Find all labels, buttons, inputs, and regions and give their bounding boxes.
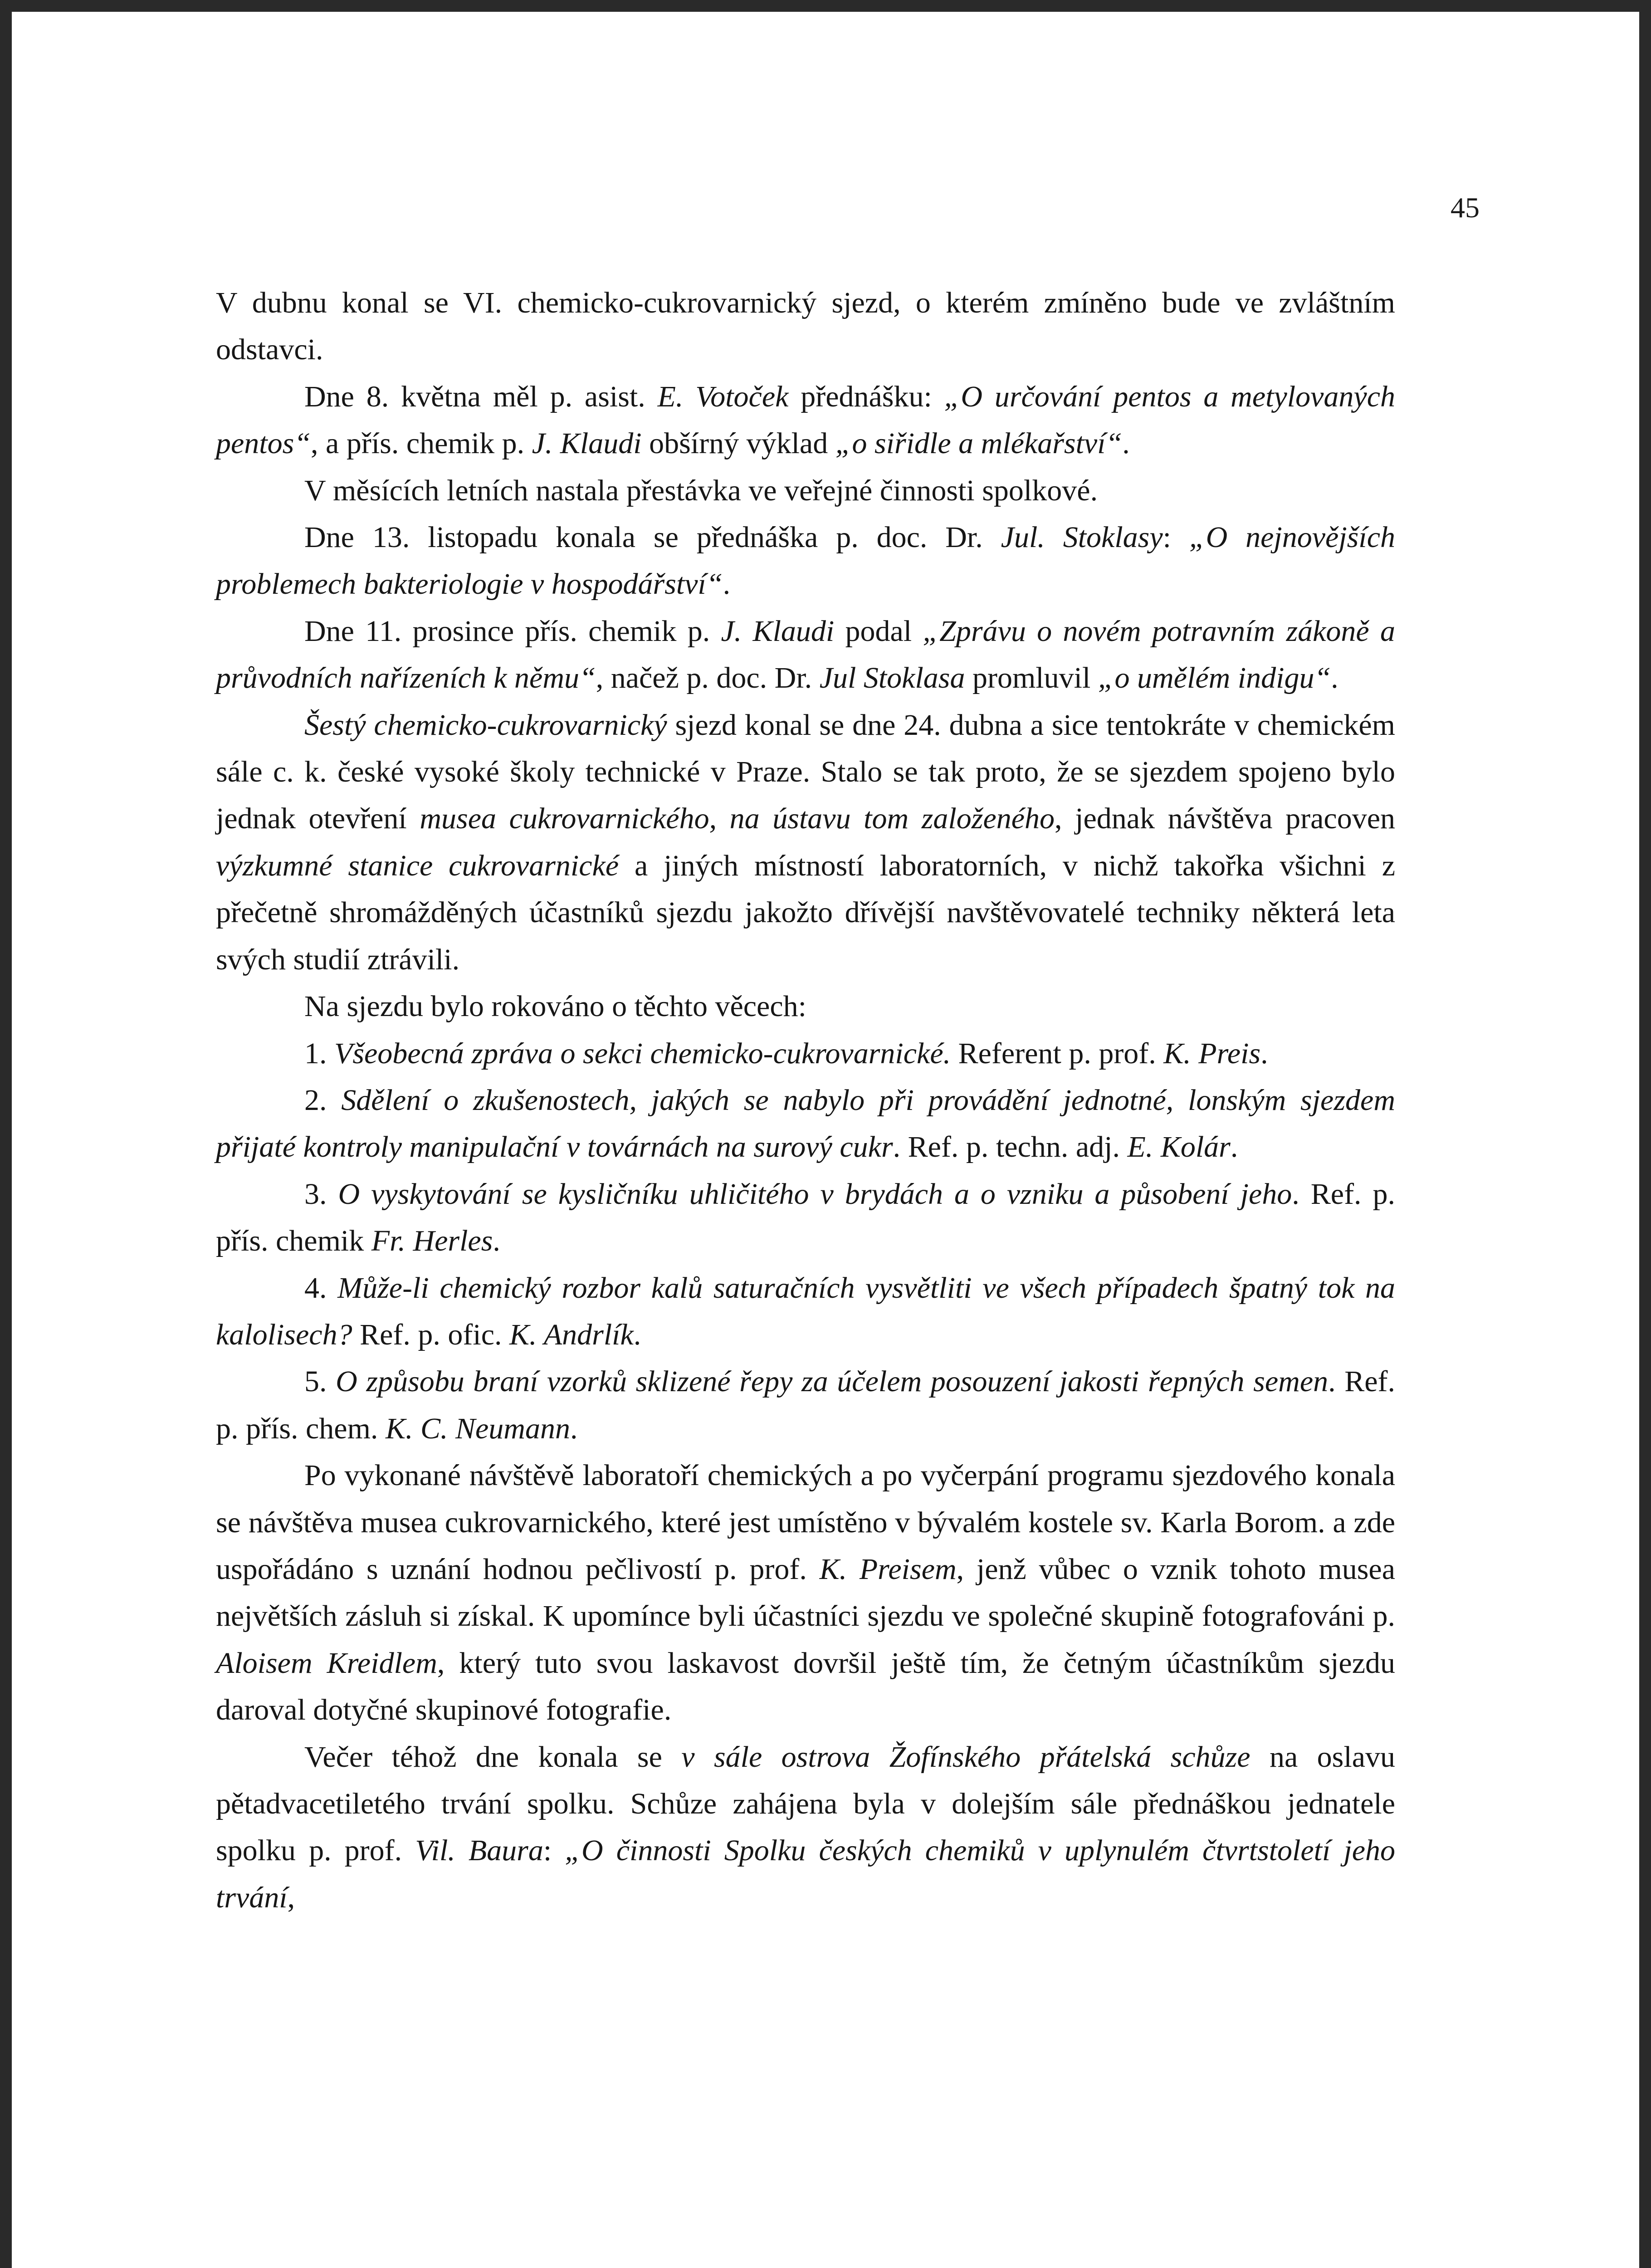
- italic-text-run: K. C. Neumann: [385, 1412, 570, 1445]
- paragraph-7: [216, 983, 1395, 1030]
- text-run: .: [1331, 661, 1338, 695]
- paragraph-2: [216, 373, 1395, 467]
- page-number: 45: [1451, 191, 1480, 224]
- italic-text-run: J. Klaudi: [721, 614, 835, 648]
- agenda-item-4: [216, 1265, 1395, 1359]
- italic-text-run: Fr. Herles: [371, 1224, 493, 1258]
- italic-text-run: E. Kolár: [1127, 1130, 1231, 1164]
- italic-text-run: „o umělém indigu“: [1098, 661, 1331, 695]
- text-run: :: [1163, 521, 1189, 554]
- text-run: a jiných místností laboratorních, v nichž takořka všichni z přečetně shromážděných účastníků sjezdu jakožto dřívější navštěvovatelé techniky některá leta svých studií ztrávili.: [216, 849, 1395, 976]
- text-run: na oslavu pětadvacetiletého trvání spolku. Schůze zahájena byla v dolejším sále přednáškou jednatele spolku p. prof.: [216, 1740, 1395, 1867]
- italic-text-run: K. Preis: [1163, 1036, 1261, 1070]
- italic-text-run: Sdělení o zkušenostech, jakých se nabylo při provádění jednotné, lonským sjezdem přijaté kontroly manipulační v továrnách na surový cukr: [216, 1083, 1395, 1164]
- text-run: , jenž vůbec o vznik tohoto musea největších zásluh si získal. K upomínce byli účastníci sjezdu ve společné skupině fotografováni p.: [216, 1552, 1395, 1633]
- italic-text-run: „O určování pentos a metylovaných pentos“: [216, 380, 1395, 460]
- text-run: , a přís. chemik p.: [311, 427, 532, 460]
- text-run: :: [543, 1834, 565, 1867]
- text-run: Ref. p. ofic.: [352, 1318, 509, 1351]
- text-run: .: [1122, 427, 1130, 460]
- paragraph-9: [216, 1734, 1395, 1921]
- text-run: .: [570, 1412, 578, 1445]
- italic-text-run: v sále ostrova Žofínského přátelská schůze: [681, 1740, 1250, 1774]
- italic-text-run: Aloisem Kreidlem: [216, 1646, 437, 1680]
- paragraph-6: [216, 702, 1395, 983]
- text-run: sjezd konal se dne 24. dubna a sice tentokráte v chemickém sále c. k. české vysoké školy technické v Praze. Stalo se tak proto, že se sjezdem spojeno bylo jednak otevření: [216, 708, 1395, 836]
- document-page: [12, 12, 1639, 2268]
- text-run: .: [493, 1224, 500, 1258]
- text-run: Dne 8. května měl p. asist.: [304, 380, 658, 413]
- paragraph-8: [216, 1452, 1395, 1733]
- italic-text-run: „O nejnovějších problemech bakteriologie v hospodářství“: [216, 521, 1396, 601]
- italic-text-run: E. Votoček: [657, 380, 789, 413]
- text-run: 1.: [304, 1036, 334, 1070]
- text-run: . Ref. p. přís. chemik: [216, 1177, 1395, 1258]
- paragraph-3: [216, 467, 1395, 514]
- text-run: .: [1260, 1036, 1268, 1070]
- text-run: .: [1230, 1130, 1238, 1164]
- text-run: .: [723, 567, 731, 601]
- italic-text-run: „Zprávu o novém potravním zákoně a průvodních nařízeních k němu“: [216, 614, 1395, 695]
- text-run: , jednak návštěva pracoven: [1055, 802, 1395, 836]
- text-run: Referent p. prof.: [951, 1036, 1164, 1070]
- text-run: 3.: [304, 1177, 338, 1211]
- text-run: Dne 13. listopadu konala se přednáška p. doc. Dr.: [304, 521, 1001, 554]
- italic-text-run: Může-li chemický rozbor kalů saturačních vysvětliti ve všech případech špatný tok na kalolisech?: [216, 1271, 1395, 1351]
- text-run: , který tuto svou laskavost dovršil ještě tím, že četným účastníkům sjezdu daroval dotyčné skupinové fotografie.: [216, 1646, 1395, 1727]
- paragraph-4: [216, 514, 1395, 608]
- text-run: přednášku:: [788, 380, 944, 413]
- paragraph-1: [216, 279, 1395, 373]
- italic-text-run: „o siřidle a mlékařství“: [835, 427, 1123, 460]
- body-text: [216, 279, 1395, 1921]
- italic-text-run: K. Andrlík: [509, 1318, 634, 1351]
- italic-text-run: J. Klaudi: [532, 427, 642, 460]
- paragraph-5: [216, 608, 1395, 702]
- text-run: 2.: [304, 1083, 342, 1117]
- italic-text-run: K. Preisem: [819, 1552, 957, 1586]
- text-run: 5.: [304, 1365, 336, 1398]
- text-run: . Ref. p. přís. chem.: [216, 1365, 1396, 1445]
- italic-text-run: výzkumné stanice cukrovarnické: [216, 849, 619, 882]
- italic-text-run: Jul. Stoklasy: [1001, 521, 1163, 554]
- italic-text-run: Vil. Baura: [415, 1834, 543, 1867]
- text-run: Dne 11. prosince přís. chemik p.: [304, 614, 721, 648]
- agenda-item-2: [216, 1077, 1395, 1171]
- text-run: Večer téhož dne konala se: [304, 1740, 682, 1774]
- italic-text-run: „O činnosti Spolku českých chemiků v uplynulém čtvrtstoletí jeho trvání: [216, 1834, 1396, 1914]
- italic-text-run: Šestý chemicko-cukrovarnický: [304, 708, 667, 742]
- italic-text-run: O vyskytování se kysličníku uhličitého v brydách a o vzniku a působení jeho: [338, 1177, 1292, 1211]
- text-run: V měsících letních nastala přestávka ve veřejné činnosti spolkové.: [304, 474, 1098, 507]
- text-run: obšírný výklad: [641, 427, 835, 460]
- text-run: Po vykonané návštěvě laboratoří chemických a po vyčerpání programu sjezdového konala se návštěva musea cukrovarnického, které jest umístěno v bývalém kostele sv. Karla Borom. a zde uspořádáno s uznání hodnou pečlivostí p. prof.: [216, 1459, 1395, 1586]
- text-run: Na sjezdu bylo rokováno o těchto věcech:: [304, 990, 806, 1023]
- agenda-item-3: [216, 1171, 1395, 1265]
- text-run: . Ref. p. techn. adj.: [893, 1130, 1128, 1164]
- text-run: 4.: [304, 1271, 338, 1305]
- agenda-item-5: [216, 1358, 1395, 1452]
- text-run: , načež p. doc. Dr.: [596, 661, 820, 695]
- text-run: .: [633, 1318, 641, 1351]
- italic-text-run: musea cukrovarnického, na ústavu tom založeného: [420, 802, 1055, 836]
- text-run: podal: [834, 614, 923, 648]
- italic-text-run: Jul Stoklasa: [819, 661, 965, 695]
- agenda-item-1: [216, 1030, 1395, 1077]
- italic-text-run: O způsobu braní vzorků sklizené řepy za účelem posouzení jakosti řepných semen: [336, 1365, 1329, 1398]
- text-run: ,: [287, 1881, 295, 1914]
- italic-text-run: Všeobecná zpráva o sekci chemicko-cukrovarnické.: [334, 1036, 951, 1070]
- text-run: V dubnu konal se VI. chemicko-cukrovarnický sjezd, o kterém zmíněno bude ve zvláštním odstavci.: [216, 286, 1395, 367]
- text-run: promluvil: [965, 661, 1098, 695]
